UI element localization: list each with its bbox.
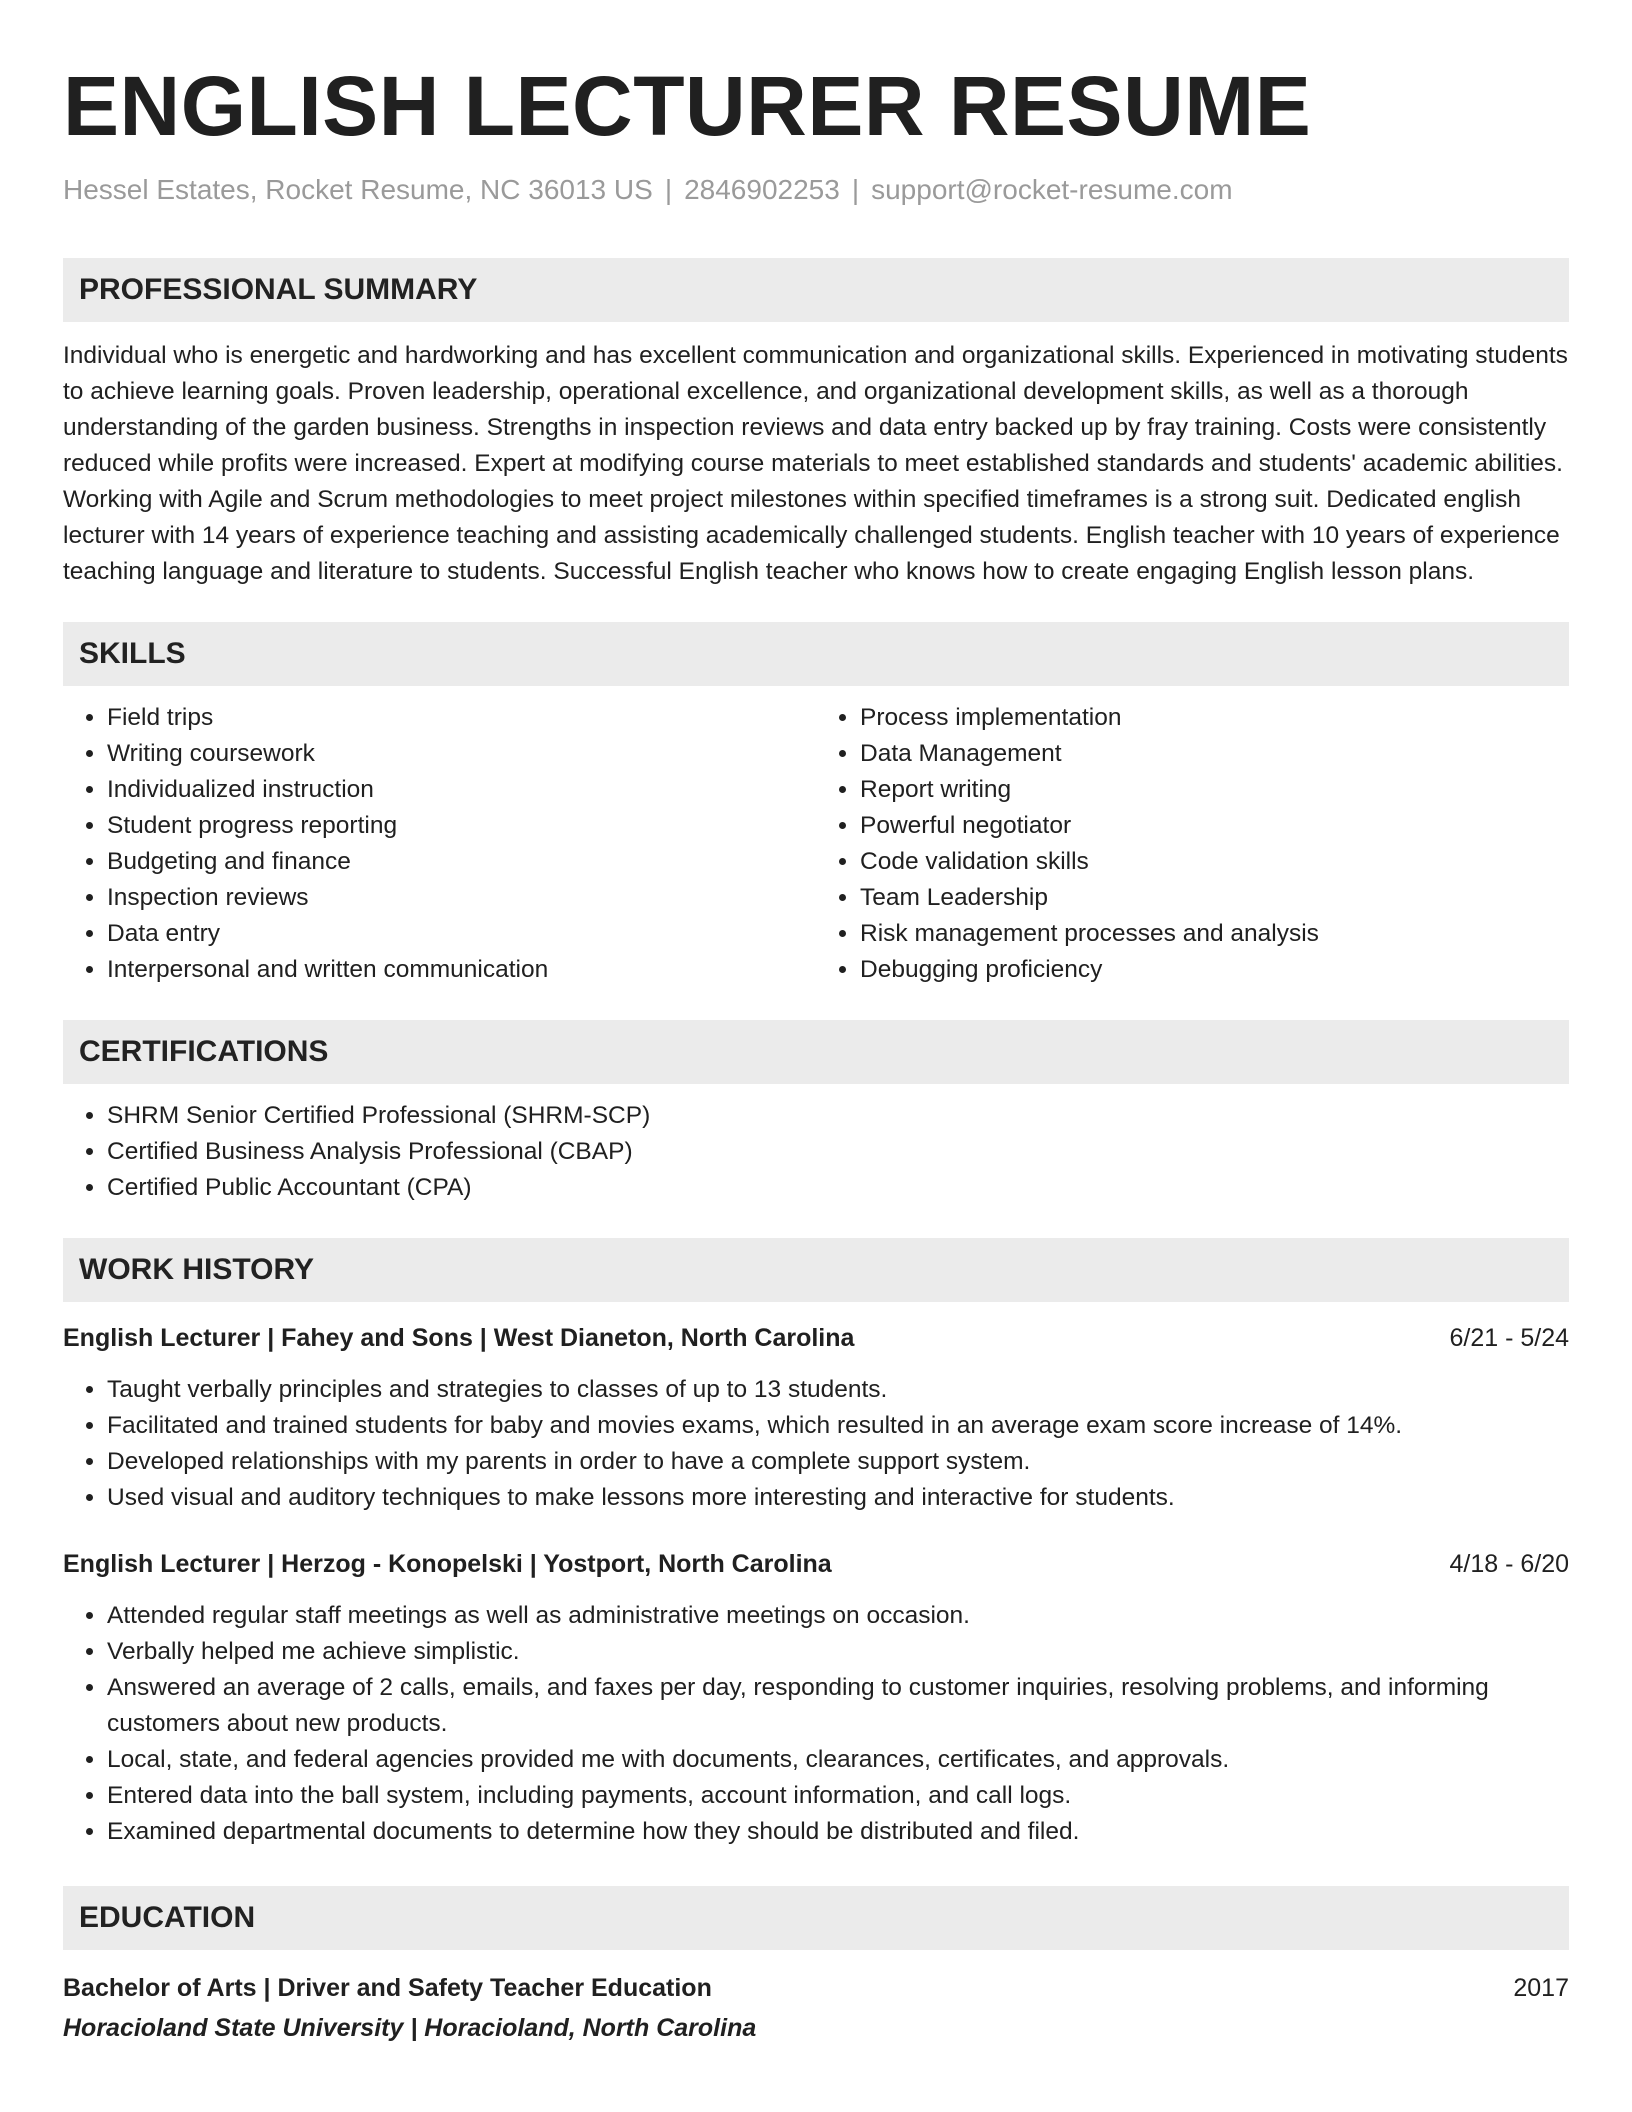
contact-separator: | <box>851 174 860 205</box>
skill-item: • Field trips <box>107 700 816 736</box>
skill-item: • Individualized instruction <box>107 772 816 808</box>
skill-item: • Debugging proficiency <box>860 952 1569 988</box>
contact-email: support@rocket-resume.com <box>871 174 1233 205</box>
job-title: English Lecturer | Herzog - Konopelski | Yostport, North Carolina <box>63 1550 832 1578</box>
education-degree: Bachelor of Arts | Driver and Safety Teacher Education <box>63 1974 712 2002</box>
job-bullet: • Entered data into the ball system, including payments, account information, and call logs. <box>107 1778 1569 1814</box>
job-bullet: • Examined departmental documents to determine how they should be distributed and filed. <box>107 1814 1569 1850</box>
job-header <box>63 1320 1569 1356</box>
skill-item: • Data entry <box>107 916 816 952</box>
job-header <box>63 1546 1569 1582</box>
skills-column-left <box>63 700 816 988</box>
skill-item: • Team Leadership <box>860 880 1569 916</box>
contact-line <box>63 172 1569 208</box>
job-dates: 6/21 - 5/24 <box>1449 1324 1569 1352</box>
contact-address: Hessel Estates, Rocket Resume, NC 36013 US <box>63 174 653 205</box>
job-bullet: • Developed relationships with my parents in order to have a complete support system. <box>107 1444 1569 1480</box>
job-bullet: • Local, state, and federal agencies provided me with documents, clearances, certificates, and approvals. <box>107 1742 1569 1778</box>
skill-item: • Process implementation <box>860 700 1569 736</box>
resume-title: ENGLISH LECTURER RESUME <box>63 59 1312 153</box>
education-header <box>63 1970 1569 2006</box>
skill-item: • Budgeting and finance <box>107 844 816 880</box>
skill-item: • Data Management <box>860 736 1569 772</box>
section-heading-work-history: WORK HISTORY <box>63 1238 1569 1302</box>
section-heading-skills: SKILLS <box>63 622 1569 686</box>
job-bullet: • Used visual and auditory techniques to make lessons more interesting and interactive for students. <box>107 1480 1569 1516</box>
section-heading-education: EDUCATION <box>63 1886 1569 1950</box>
job-dates: 4/18 - 6/20 <box>1449 1550 1569 1578</box>
summary-text: Individual who is energetic and hardworking and has excellent communication and organizational skills. Experienced in motivating students to achieve learning goals. Proven leadership, operational excellence, and organizational development skills, as well as a thorough understanding of the garden business. Strengths in inspection reviews and data entry backed up by fray training. Costs were consistently reduced while profits were increased. Expert at modifying course materials to meet established standards and students' academic abilities. Working with Agile and Scrum methodologies to meet project milestones within specified timeframes is a strong suit. Dedicated english lecturer with 14 years of experience teaching and assisting academically challenged students. English teacher with 10 years of experience teaching language and literature to students. Successful English teacher who knows how to create engaging English lesson plans. <box>63 342 1568 585</box>
job-bullet: • Facilitated and trained students for baby and movies exams, which resulted in an average exam score increase of 14%. <box>107 1408 1569 1444</box>
section-heading-certifications: CERTIFICATIONS <box>63 1020 1569 1084</box>
skill-item: • Inspection reviews <box>107 880 816 916</box>
contact-separator: | <box>664 174 673 205</box>
section-heading-summary: PROFESSIONAL SUMMARY <box>63 258 1569 322</box>
certification-item: • Certified Public Accountant (CPA) <box>107 1170 1569 1206</box>
education-year: 2017 <box>1513 1974 1569 2002</box>
skills-list <box>63 700 1569 988</box>
job-bullet: • Answered an average of 2 calls, emails, and faxes per day, responding to customer inquiries, resolving problems, and informing customers about new products. <box>107 1670 1569 1742</box>
skill-item: • Student progress reporting <box>107 808 816 844</box>
education-school: Horacioland State University | Horacioland, North Carolina <box>63 2014 757 2042</box>
job-bullet: • Attended regular staff meetings as well as administrative meetings on occasion. <box>107 1598 1569 1634</box>
skill-item: • Risk management processes and analysis <box>860 916 1569 952</box>
certification-item: • Certified Business Analysis Professional (CBAP) <box>107 1134 1569 1170</box>
certifications-list <box>63 1098 1569 1206</box>
contact-phone: 2846902253 <box>684 174 840 205</box>
skill-item: • Powerful negotiator <box>860 808 1569 844</box>
skill-item: • Writing coursework <box>107 736 816 772</box>
skill-item: • Report writing <box>860 772 1569 808</box>
job-bullet: • Taught verbally principles and strategies to classes of up to 13 students. <box>107 1372 1569 1408</box>
job-bullet: • Verbally helped me achieve simplistic. <box>107 1634 1569 1670</box>
job-title: English Lecturer | Fahey and Sons | West Dianeton, North Carolina <box>63 1324 855 1352</box>
skill-item: • Code validation skills <box>860 844 1569 880</box>
skill-item: • Interpersonal and written communication <box>107 952 816 988</box>
job-bullets <box>63 1372 1569 1516</box>
certification-item: • SHRM Senior Certified Professional (SHRM-SCP) <box>107 1098 1569 1134</box>
job-bullets <box>63 1598 1569 1850</box>
skills-column-right <box>816 700 1569 988</box>
